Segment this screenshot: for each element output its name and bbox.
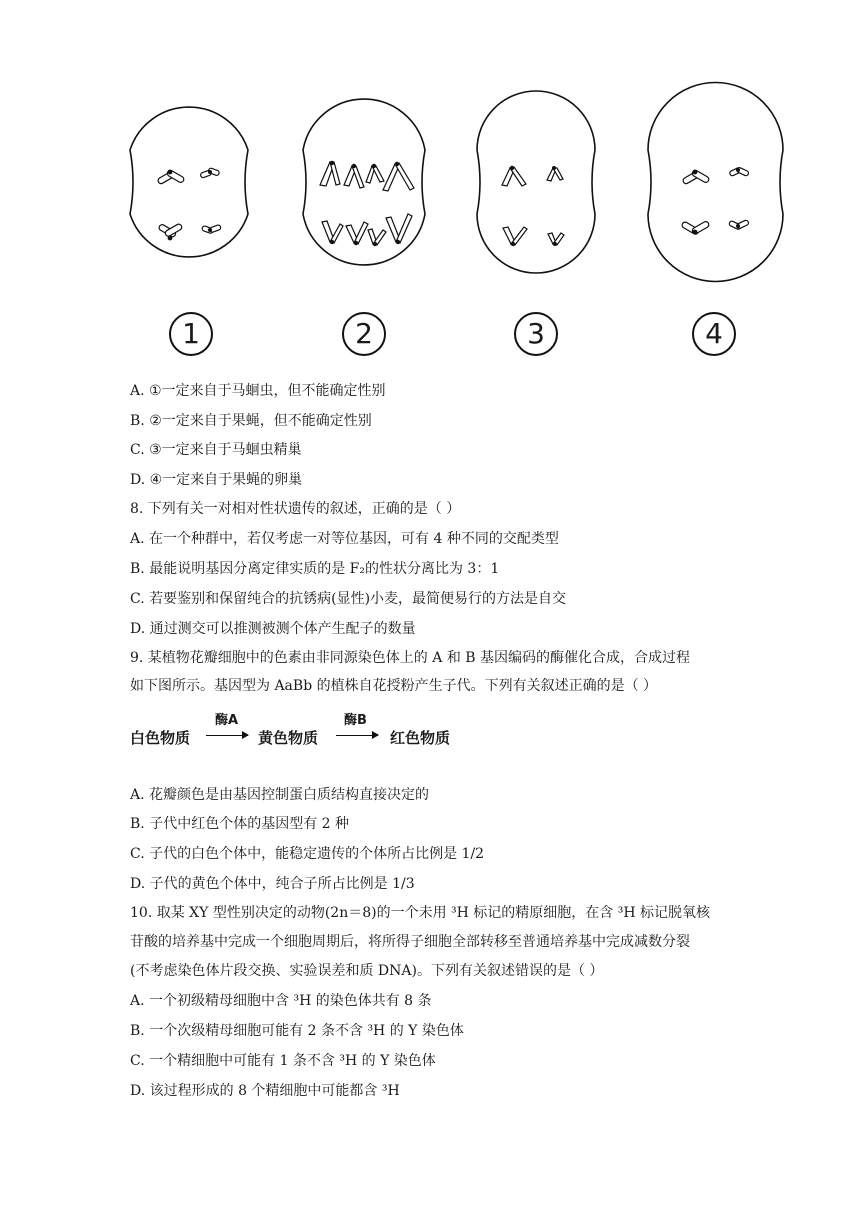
q9-option-d: D. 子代的黄色个体中，纯合子所占比例是 1/3 bbox=[130, 876, 415, 892]
substrate-white: 白色物质 bbox=[130, 729, 191, 747]
q8-option-c: C. 若要鉴别和保留纯合的抗锈病(显性)小麦，最简便易行的方法是自交 bbox=[130, 591, 567, 607]
q8-option-d: D. 通过测交可以推测被测个体产生配子的数量 bbox=[130, 621, 416, 637]
cell-outline bbox=[648, 82, 783, 281]
q10-option-c: C. 一个精细胞中可能有 1 条不含 ³H 的 Y 染色体 bbox=[130, 1053, 436, 1069]
enzyme-a-label: 酶A bbox=[215, 713, 239, 728]
figure-label-4: 4 bbox=[692, 312, 736, 356]
figure-label-1: 1 bbox=[169, 312, 213, 356]
arrow-icon bbox=[206, 735, 248, 736]
option-b: B. ②一定来自于果蝇，但不能确定性别 bbox=[130, 413, 372, 429]
substrate-yellow: 黄色物质 bbox=[258, 729, 319, 747]
option-d: D. ④一定来自于果蝇的卵巢 bbox=[130, 472, 303, 488]
q10-option-a: A. 一个初级精母细胞中含 ³H 的染色体共有 8 条 bbox=[130, 993, 432, 1009]
figure-label-2: 2 bbox=[342, 312, 386, 356]
q10-option-b: B. 一个次级精母细胞可能有 2 条不含 ³H 的 Y 染色体 bbox=[130, 1023, 464, 1039]
chromosome-group bbox=[320, 162, 414, 245]
option-c: C. ③一定来自于马蛔虫精巢 bbox=[130, 442, 302, 458]
chromosome-group bbox=[157, 168, 221, 238]
figure-label-3: 3 bbox=[514, 312, 558, 356]
arrow-icon bbox=[336, 735, 378, 736]
pigment-pathway-diagram bbox=[130, 705, 490, 750]
cell-outline bbox=[130, 107, 248, 257]
q8-option-a: A. 在一个种群中，若仅考虑一对等位基因，可有 4 种不同的交配类型 bbox=[130, 531, 559, 547]
question-10-line2: 苷酸的培养基中完成一个细胞周期后，将所得子细胞全部转移至普通培养基中完成减数分裂 bbox=[130, 934, 690, 950]
q9-option-c: C. 子代的白色个体中，能稳定遗传的个体所占比例是 1/2 bbox=[130, 846, 485, 862]
question-9-line1: 9. 某植物花瓣细胞中的色素由非同源染色体上的 A 和 B 基因编码的酶催化合成，合成过程 bbox=[130, 650, 691, 666]
cell-outline bbox=[477, 91, 595, 273]
cell-division-figure bbox=[0, 0, 861, 310]
question-8: 8. 下列有关一对相对性状遗传的叙述，正确的是（ ） bbox=[130, 501, 461, 517]
question-9-line2: 如下图所示。基因型为 AaBb 的植株自花授粉产生子代。下列有关叙述正确的是（ ） bbox=[130, 678, 658, 694]
substrate-red: 红色物质 bbox=[390, 729, 451, 747]
question-10-line1: 10. 取某 XY 型性别决定的动物(2n＝8)的一个未用 ³H 标记的精原细胞，在含 ³H 标记脱氧核 bbox=[130, 905, 711, 921]
enzyme-b-label: 酶B bbox=[344, 713, 367, 728]
question-10-line3: (不考虑染色体片段交换、实验误差和质 DNA)。下列有关叙述错误的是（ ） bbox=[130, 963, 604, 979]
q8-option-b: B. 最能说明基因分离定律实质的是 F₂的性状分离比为 3：1 bbox=[130, 561, 500, 577]
chromosome-group bbox=[502, 167, 564, 245]
q10-option-d: D. 该过程形成的 8 个精细胞中可能都含 ³H bbox=[130, 1083, 400, 1099]
q9-option-a: A. 花瓣颜色是由基因控制蛋白质结构直接决定的 bbox=[130, 787, 430, 803]
option-a: A. ①一定来自于马蛔虫，但不能确定性别 bbox=[130, 383, 386, 399]
q9-option-b: B. 子代中红色个体的基因型有 2 种 bbox=[130, 816, 349, 832]
